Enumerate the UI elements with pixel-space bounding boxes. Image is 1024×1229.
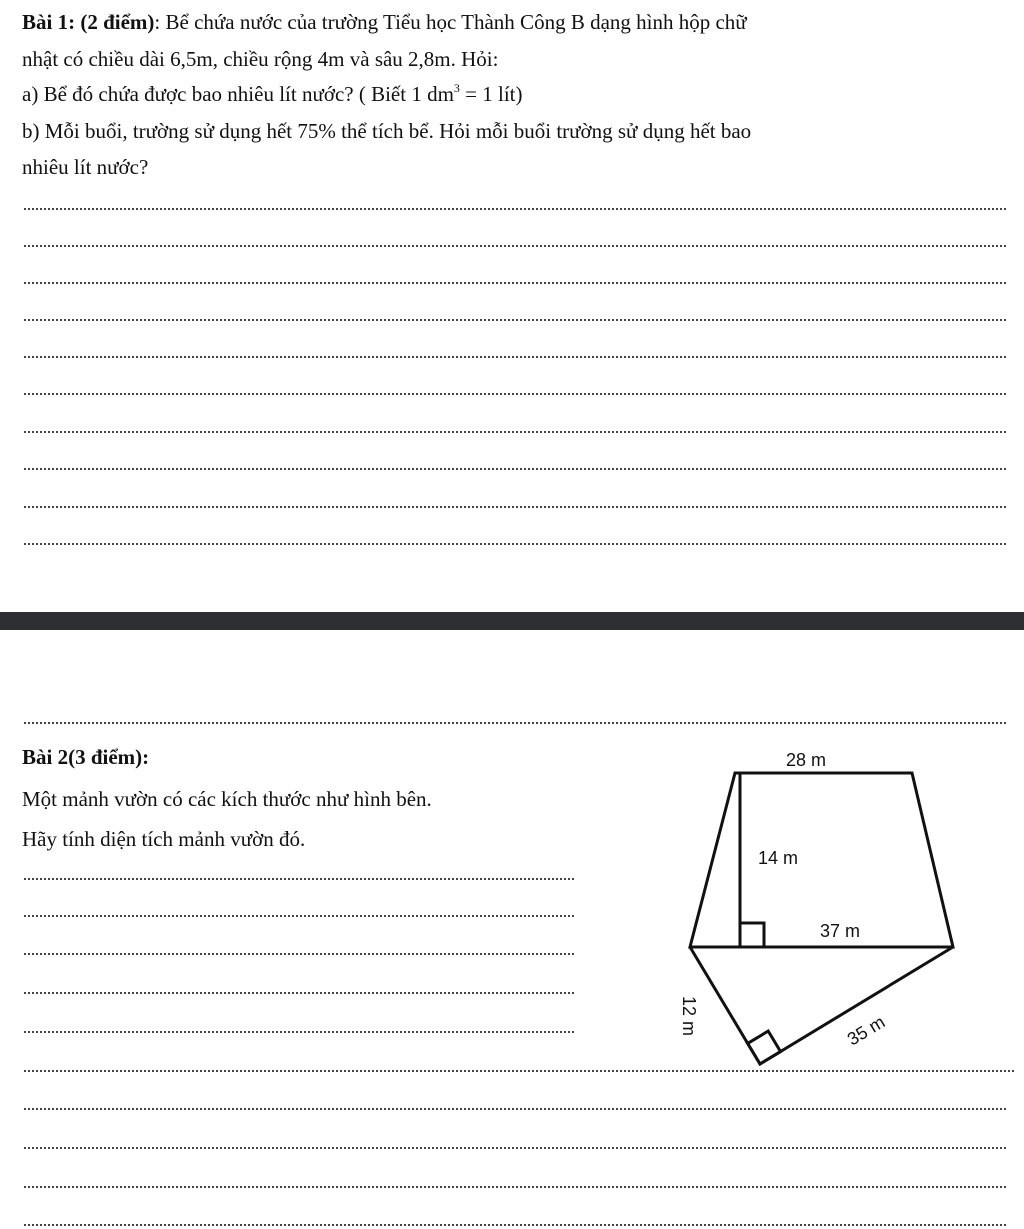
bai1-question-b: b) Mỗi buổi, trường sử dụng hết 75% thể tích bể. Hỏi mỗi buổi trường sử dụng hết bao	[22, 119, 752, 143]
label-28m: 28 m	[786, 750, 827, 770]
label-14m: 14 m	[758, 848, 799, 868]
right-angle-mark	[740, 923, 764, 947]
qa-text: a) Bể đó chứa được bao nhiêu lít nước? ( Biết 1 dm	[22, 82, 454, 106]
qa-exponent: 3	[453, 81, 460, 95]
bai1-question-b-cont: nhiêu lít nước?	[22, 155, 149, 179]
bai2-title-text: Bài 2(3 điểm):	[22, 745, 150, 769]
label-37m: 37 m	[820, 921, 861, 941]
bai1-line2: nhật có chiều dài 6,5m, chiều rộng 4m và sâu 2,8m. Hỏi:	[22, 47, 499, 71]
right-angle-mark-triangle	[748, 1031, 781, 1064]
qa-suffix: = 1 lít)	[459, 82, 523, 106]
bai1-intro-text: : Bể chứa nước của trường Tiểu học Thành Công B dạng hình hộp chữ	[154, 10, 747, 34]
bai1-title: Bài 1: (2 điểm)	[22, 10, 155, 34]
triangle-shape	[690, 947, 953, 1064]
label-35m: 35 m	[843, 1011, 889, 1050]
bai2-line2: Hãy tính diện tích mảnh vườn đó.	[22, 827, 306, 851]
label-12m: 12 m	[679, 996, 699, 1037]
bai2-line1: Một mảnh vườn có các kích thước như hình bên.	[22, 787, 432, 811]
